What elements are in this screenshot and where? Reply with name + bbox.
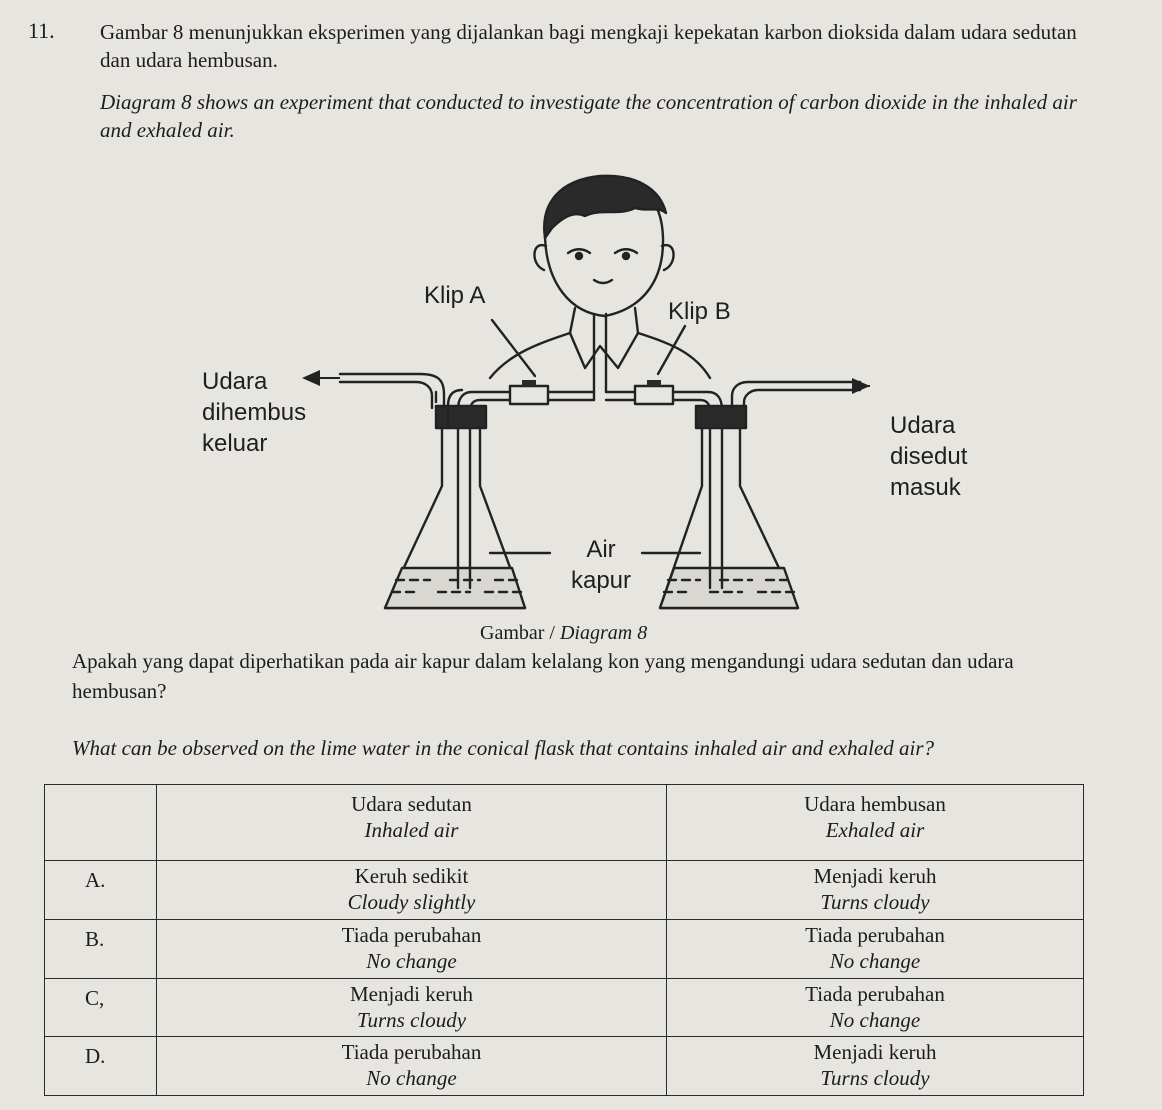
clip-a <box>510 386 548 404</box>
exhaled-observation: Tiada perubahan No change <box>667 919 1084 978</box>
question-text-malay: Gambar 8 menunjukkan eksperimen yang dijalankan bagi mengkaji kepekatan karbon dioksida dalam udara sedutan dan udara hembusan. <box>100 20 1077 72</box>
option-letter: C, <box>45 978 157 1037</box>
label-inhaled-air-in: Udara disedut masuk <box>890 412 968 501</box>
header-exhaled: Udara hembusan Exhaled air <box>667 785 1084 861</box>
table-header-row <box>45 785 1084 861</box>
header-inhaled: Udara sedutan Inhaled air <box>157 785 667 861</box>
option-letter: B. <box>45 919 157 978</box>
header-empty-cell <box>45 785 157 861</box>
exhaled-observation: Tiada perubahan No change <box>667 978 1084 1037</box>
label-lime-water: Air kapur <box>570 536 632 594</box>
exhaled-observation: Menjadi keruh Turns cloudy <box>667 861 1084 920</box>
right-inlet-tube <box>732 382 860 408</box>
option-letter: D. <box>45 1037 157 1096</box>
option-row-c[interactable] <box>45 978 1084 1037</box>
left-outlet-tube <box>340 374 444 408</box>
caption-english: Diagram 8 <box>559 622 648 644</box>
label-clip-a: Klip A <box>424 282 486 309</box>
option-row-d[interactable] <box>45 1037 1084 1096</box>
question-text-english: Diagram 8 shows an experiment that conducted to investigate the concentration of carbon dioxide in the inhaled air and exhaled air. <box>100 90 1077 142</box>
inhaled-observation: Tiada perubahan No change <box>157 1037 667 1096</box>
caption-malay: Gambar / <box>480 622 555 644</box>
person-neck <box>570 308 638 333</box>
answer-options-table <box>44 784 1084 1096</box>
left-stopper <box>436 406 486 428</box>
mouth-tube <box>594 314 606 400</box>
lime-water-left <box>385 568 525 608</box>
inhaled-observation: Menjadi keruh Turns cloudy <box>157 978 667 1037</box>
right-stopper <box>696 406 746 428</box>
clip-b <box>635 386 673 404</box>
option-row-b[interactable] <box>45 919 1084 978</box>
option-row-a[interactable] <box>45 861 1084 920</box>
figure-caption <box>480 622 647 645</box>
prompt-text-english: What can be observed on the lime water in the conical flask that contains inhaled air and exhaled air? <box>72 736 935 760</box>
label-clip-b: Klip B <box>668 298 731 325</box>
option-letter: A. <box>45 861 157 920</box>
inhaled-observation: Tiada perubahan No change <box>157 919 667 978</box>
label-exhaled-air-out: Udara dihembus keluar <box>202 368 307 457</box>
question-number: 11. <box>28 18 55 43</box>
experiment-diagram <box>180 168 1000 630</box>
exhaled-observation: Menjadi keruh Turns cloudy <box>667 1037 1084 1096</box>
prompt-text-malay: Apakah yang dapat diperhatikan pada air kapur dalam kelalang kon yang mengandungi udara sedutan dan udara hembusan? <box>72 649 1014 703</box>
inhaled-observation: Keruh sedikit Cloudy slightly <box>157 861 667 920</box>
person-hair <box>544 176 666 238</box>
lime-water-right <box>660 568 798 608</box>
